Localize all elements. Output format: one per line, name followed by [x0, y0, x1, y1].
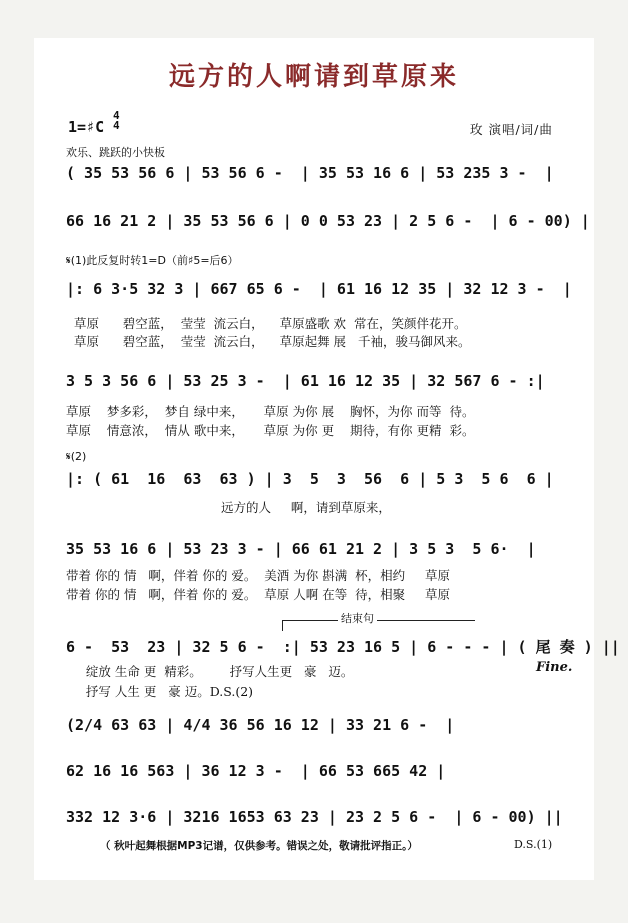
- lyric-line-3: 草原 梦多彩， 梦自 绿中来， 草原 为你 展 胸怀，为你 而等 待。: [66, 404, 475, 419]
- song-title: 远方的人啊请到草原来: [168, 62, 459, 92]
- footnote: （ 秋叶起舞根据MP3记谱，仅供参考。错误之处，敬请批评指正。）: [100, 840, 418, 852]
- notation-line-8: (2/4 63 63 | 4/4 36 56 16 12 | 33 21 6 - |: [66, 716, 455, 734]
- notation-line-3: |: 6 3·5 32 3 | 667 65 6 - | 61 16 12 35 | 32 12 3 - |: [66, 280, 572, 298]
- segno-note-2: 𝄋(2): [66, 450, 87, 463]
- lyric-line-1: 草原 碧空蓝， 莹莹 流云白， 草原盛歌 欢 常在，笑颜伴花开。: [66, 316, 467, 331]
- key-signature: 1=♯C: [68, 118, 105, 136]
- lyric-line-8: 绽放 生命 更 精彩。 抒写人生更 豪 迈。: [66, 664, 354, 679]
- time-sig-bottom: 4: [113, 119, 120, 132]
- notation-line-10: 332 12 3·6 | 3216 1653 63 23 | 23 2 5 6 - | 6 - 00) ||: [66, 808, 563, 826]
- time-sig-top: 4: [113, 109, 120, 122]
- ending-label: 结束句: [338, 610, 377, 626]
- tempo-marking: 欢乐、跳跃的小快板: [66, 146, 165, 159]
- segno-note-1: 𝄋(1)此反复时转1=D（前♯5=后6）: [66, 254, 239, 267]
- notation-line-6: 35 53 16 6 | 53 23 3 - | 66 61 21 2 | 3 5 3 5 6· |: [66, 540, 536, 558]
- lyric-line-4: 草原 情意浓， 情从 歌中来， 草原 为你 更 期待，有你 更精 彩。: [66, 423, 475, 438]
- lyric-line-7: 带着 你的 情 啊，伴着 你的 爱。 草原 人啊 在等 待，相聚 草原: [66, 587, 451, 602]
- notation-line-7: 6 - 53 23 | 32 5 6 - :| 53 23 16 5 | 6 - - - | ( 尾 奏 ) ||: [66, 638, 620, 656]
- ds-1-marking: D.S.(1): [514, 838, 553, 851]
- notation-line-9: 62 16 16 563 | 36 12 3 - | 66 53 665 42 |: [66, 762, 446, 780]
- lyric-line-5: 远方的人 啊，请到草原来，: [66, 500, 391, 515]
- notation-line-1: ( 35 53 56 6 | 53 56 6 - | 35 53 16 6 | 53 235 3 - |: [66, 164, 554, 182]
- notation-line-5: |: ( 61 16 63 63 ) | 3 5 3 56 6 | 5 3 5 6 6 |: [66, 470, 554, 488]
- time-signature: [113, 111, 120, 131]
- lyric-line-2: 草原 碧空蓝， 莹莹 流云白， 草原起舞 展 千袖，骏马御风来。: [66, 334, 471, 349]
- fine-marking: Fine.: [536, 660, 573, 675]
- lyric-line-9: 抒写 人生 更 豪 迈。D.S.(2): [66, 684, 254, 699]
- credit: 玫 演唱/词/曲: [470, 122, 553, 137]
- notation-line-2: 66 16 21 2 | 35 53 56 6 | 0 0 53 23 | 2 5 6 - | 6 - 00) |: [66, 212, 590, 230]
- ending-bracket: [282, 620, 475, 631]
- lyric-line-6: 带着 你的 情 啊，伴着 你的 爱。 美酒 为你 斟满 杯，相约 草原: [66, 568, 451, 583]
- notation-line-4: 3 5 3 56 6 | 53 25 3 - | 61 16 12 35 | 32 567 6 - :|: [66, 372, 545, 390]
